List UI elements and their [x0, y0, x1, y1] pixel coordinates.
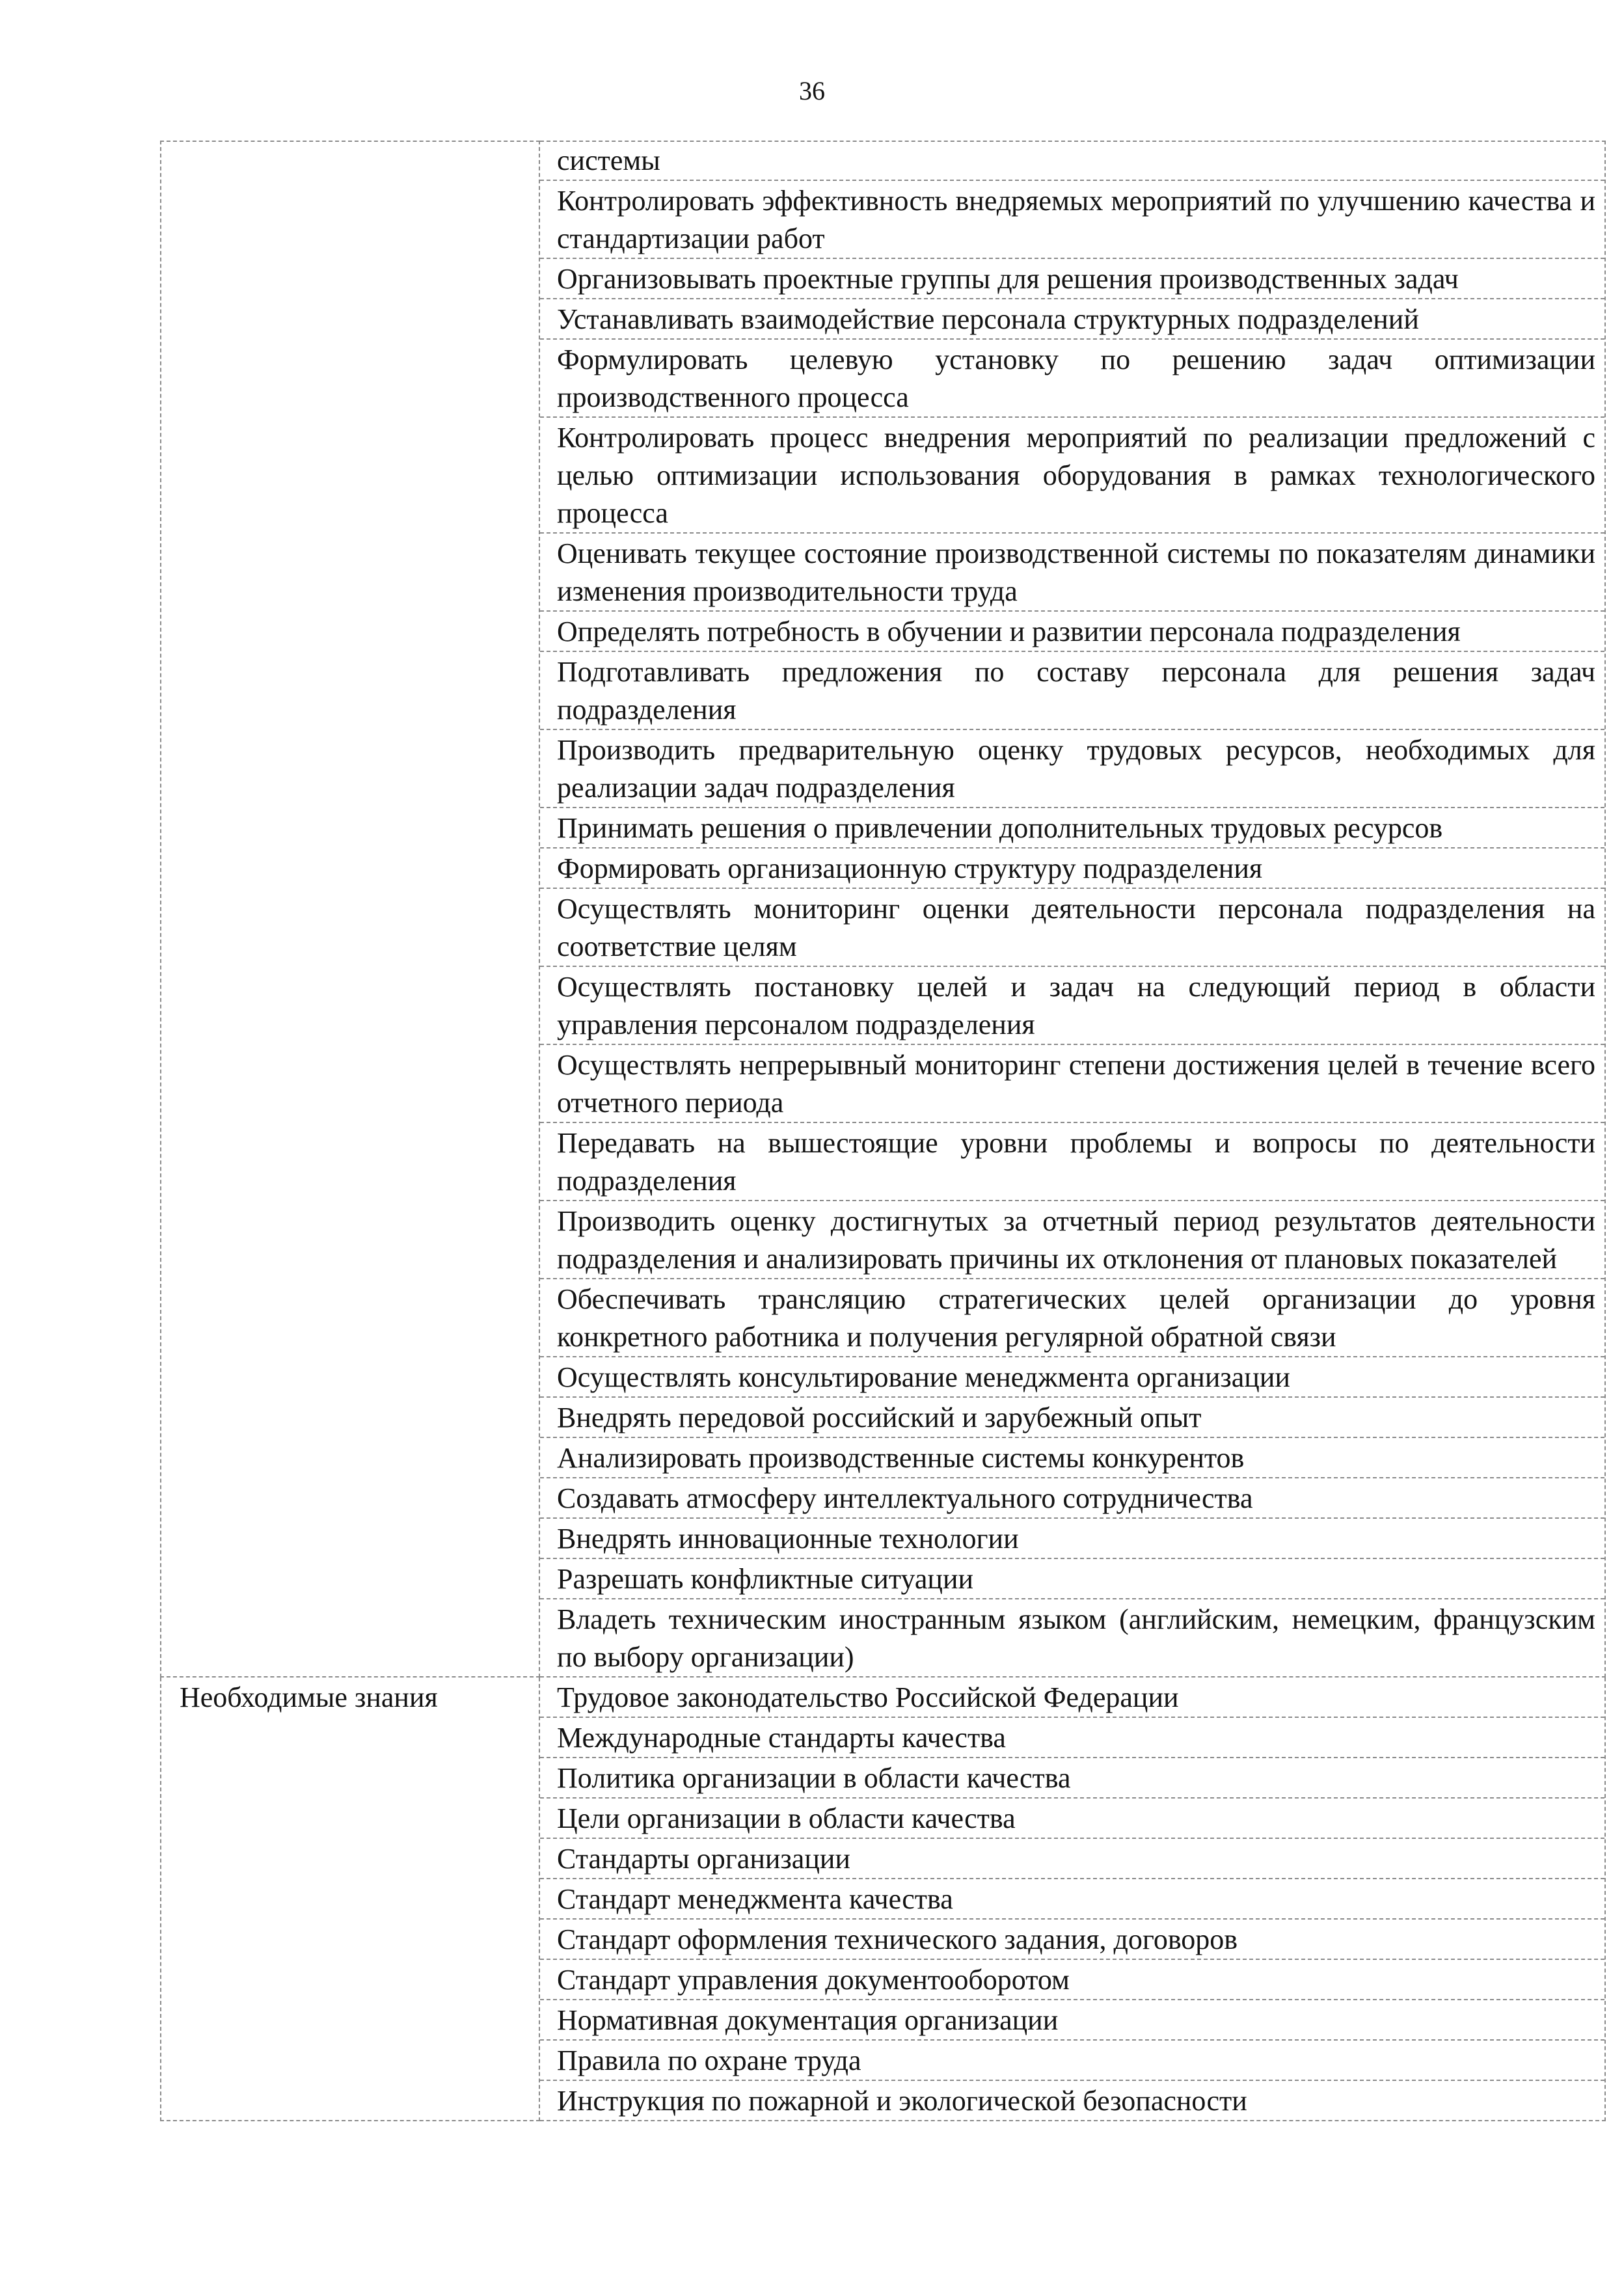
list-item: Обеспечивать трансляцию стратегических целей организации до уровня конкретного работника и получения регулярной обратной связи — [540, 1279, 1604, 1357]
section-label: Необходимые знания — [180, 1681, 438, 1713]
list-item: Подготавливать предложения по составу персонала для решения задач подразделения — [540, 652, 1604, 730]
list-item: Оценивать текущее состояние производственной системы по показателям динамики изменения производительности труда — [540, 534, 1604, 612]
list-item: Производить предварительную оценку трудовых ресурсов, необходимых для реализации задач подразделения — [540, 730, 1604, 808]
list-item: Международные стандарты качества — [540, 1718, 1604, 1758]
list-item: Осуществлять мониторинг оценки деятельности персонала подразделения на соответствие целям — [540, 889, 1604, 967]
list-item: Разрешать конфликтные ситуации — [540, 1559, 1604, 1599]
list-item: Анализировать производственные системы конкурентов — [540, 1438, 1604, 1478]
list-item: Правила по охране труда — [540, 2041, 1604, 2081]
list-item: Формировать организационную структуру подразделения — [540, 849, 1604, 889]
section-label-cell — [161, 141, 539, 1677]
list-item: Создавать атмосферу интеллектуального сотрудничества — [540, 1478, 1604, 1519]
skills-section-row — [161, 141, 1605, 1677]
list-item: Нормативная документация организации — [540, 2000, 1604, 2041]
section-items-cell — [539, 1677, 1605, 2121]
list-item: Инструкция по пожарной и экологической безопасности — [557, 2085, 1247, 2117]
list-item: Осуществлять консультирование менеджмента организации — [540, 1357, 1604, 1398]
list-item: Организовывать проектные группы для решения производственных задач — [540, 259, 1604, 299]
competency-table — [160, 141, 1606, 2121]
list-item: Стандарт оформления технического задания, договоров — [540, 1920, 1604, 1960]
page-number: 36 — [799, 76, 825, 105]
list-item: Внедрять передовой российский и зарубежный опыт — [540, 1398, 1604, 1438]
list-item: Политика организации в области качества — [540, 1758, 1604, 1799]
list-item: Формулировать целевую установку по решению задач оптимизации производственного процесса — [540, 340, 1604, 418]
list-item: Контролировать процесс внедрения мероприятий по реализации предложений с целью оптимизации использования оборудования в рамках технологического процесса — [540, 418, 1604, 534]
knowledge-section-row — [161, 1677, 1605, 2121]
list-item: Контролировать эффективность внедряемых мероприятий по улучшению качества и стандартизации работ — [540, 181, 1604, 259]
list-item: Внедрять инновационные технологии — [540, 1519, 1604, 1559]
list-item: Передавать на вышестоящие уровни проблемы и вопросы по деятельности подразделения — [540, 1123, 1604, 1201]
list-item: Определять потребность в обучении и развитии персонала подразделения — [540, 612, 1604, 652]
list-item: Стандарты организации — [540, 1839, 1604, 1879]
list-item: Стандарт управления документооборотом — [540, 1960, 1604, 2000]
list-item: Производить оценку достигнутых за отчетный период результатов деятельности подразделения и анализировать причины их отклонения от плановых показателей — [540, 1201, 1604, 1279]
list-item: Цели организации в области качества — [540, 1799, 1604, 1839]
section-label — [161, 142, 539, 143]
list-item: Осуществлять непрерывный мониторинг степени достижения целей в течение всего отчетного периода — [540, 1045, 1604, 1123]
list-item: Стандарт менеджмента качества — [540, 1879, 1604, 1920]
list-item: Осуществлять постановку целей и задач на следующий период в области управления персоналом подразделения — [540, 967, 1604, 1045]
section-label-cell — [161, 1677, 539, 2121]
list-item: Устанавливать взаимодействие персонала структурных подразделений — [540, 299, 1604, 340]
list-item: Владеть техническим иностранным языком (английским, немецким, французским по выбору организации) — [557, 1603, 1595, 1673]
list-item: Трудовое законодательство Российской Федерации — [540, 1678, 1604, 1718]
section-items-cell — [539, 141, 1605, 1677]
list-item: системы — [540, 142, 1604, 181]
list-item: Принимать решения о привлечении дополнительных трудовых ресурсов — [540, 808, 1604, 849]
